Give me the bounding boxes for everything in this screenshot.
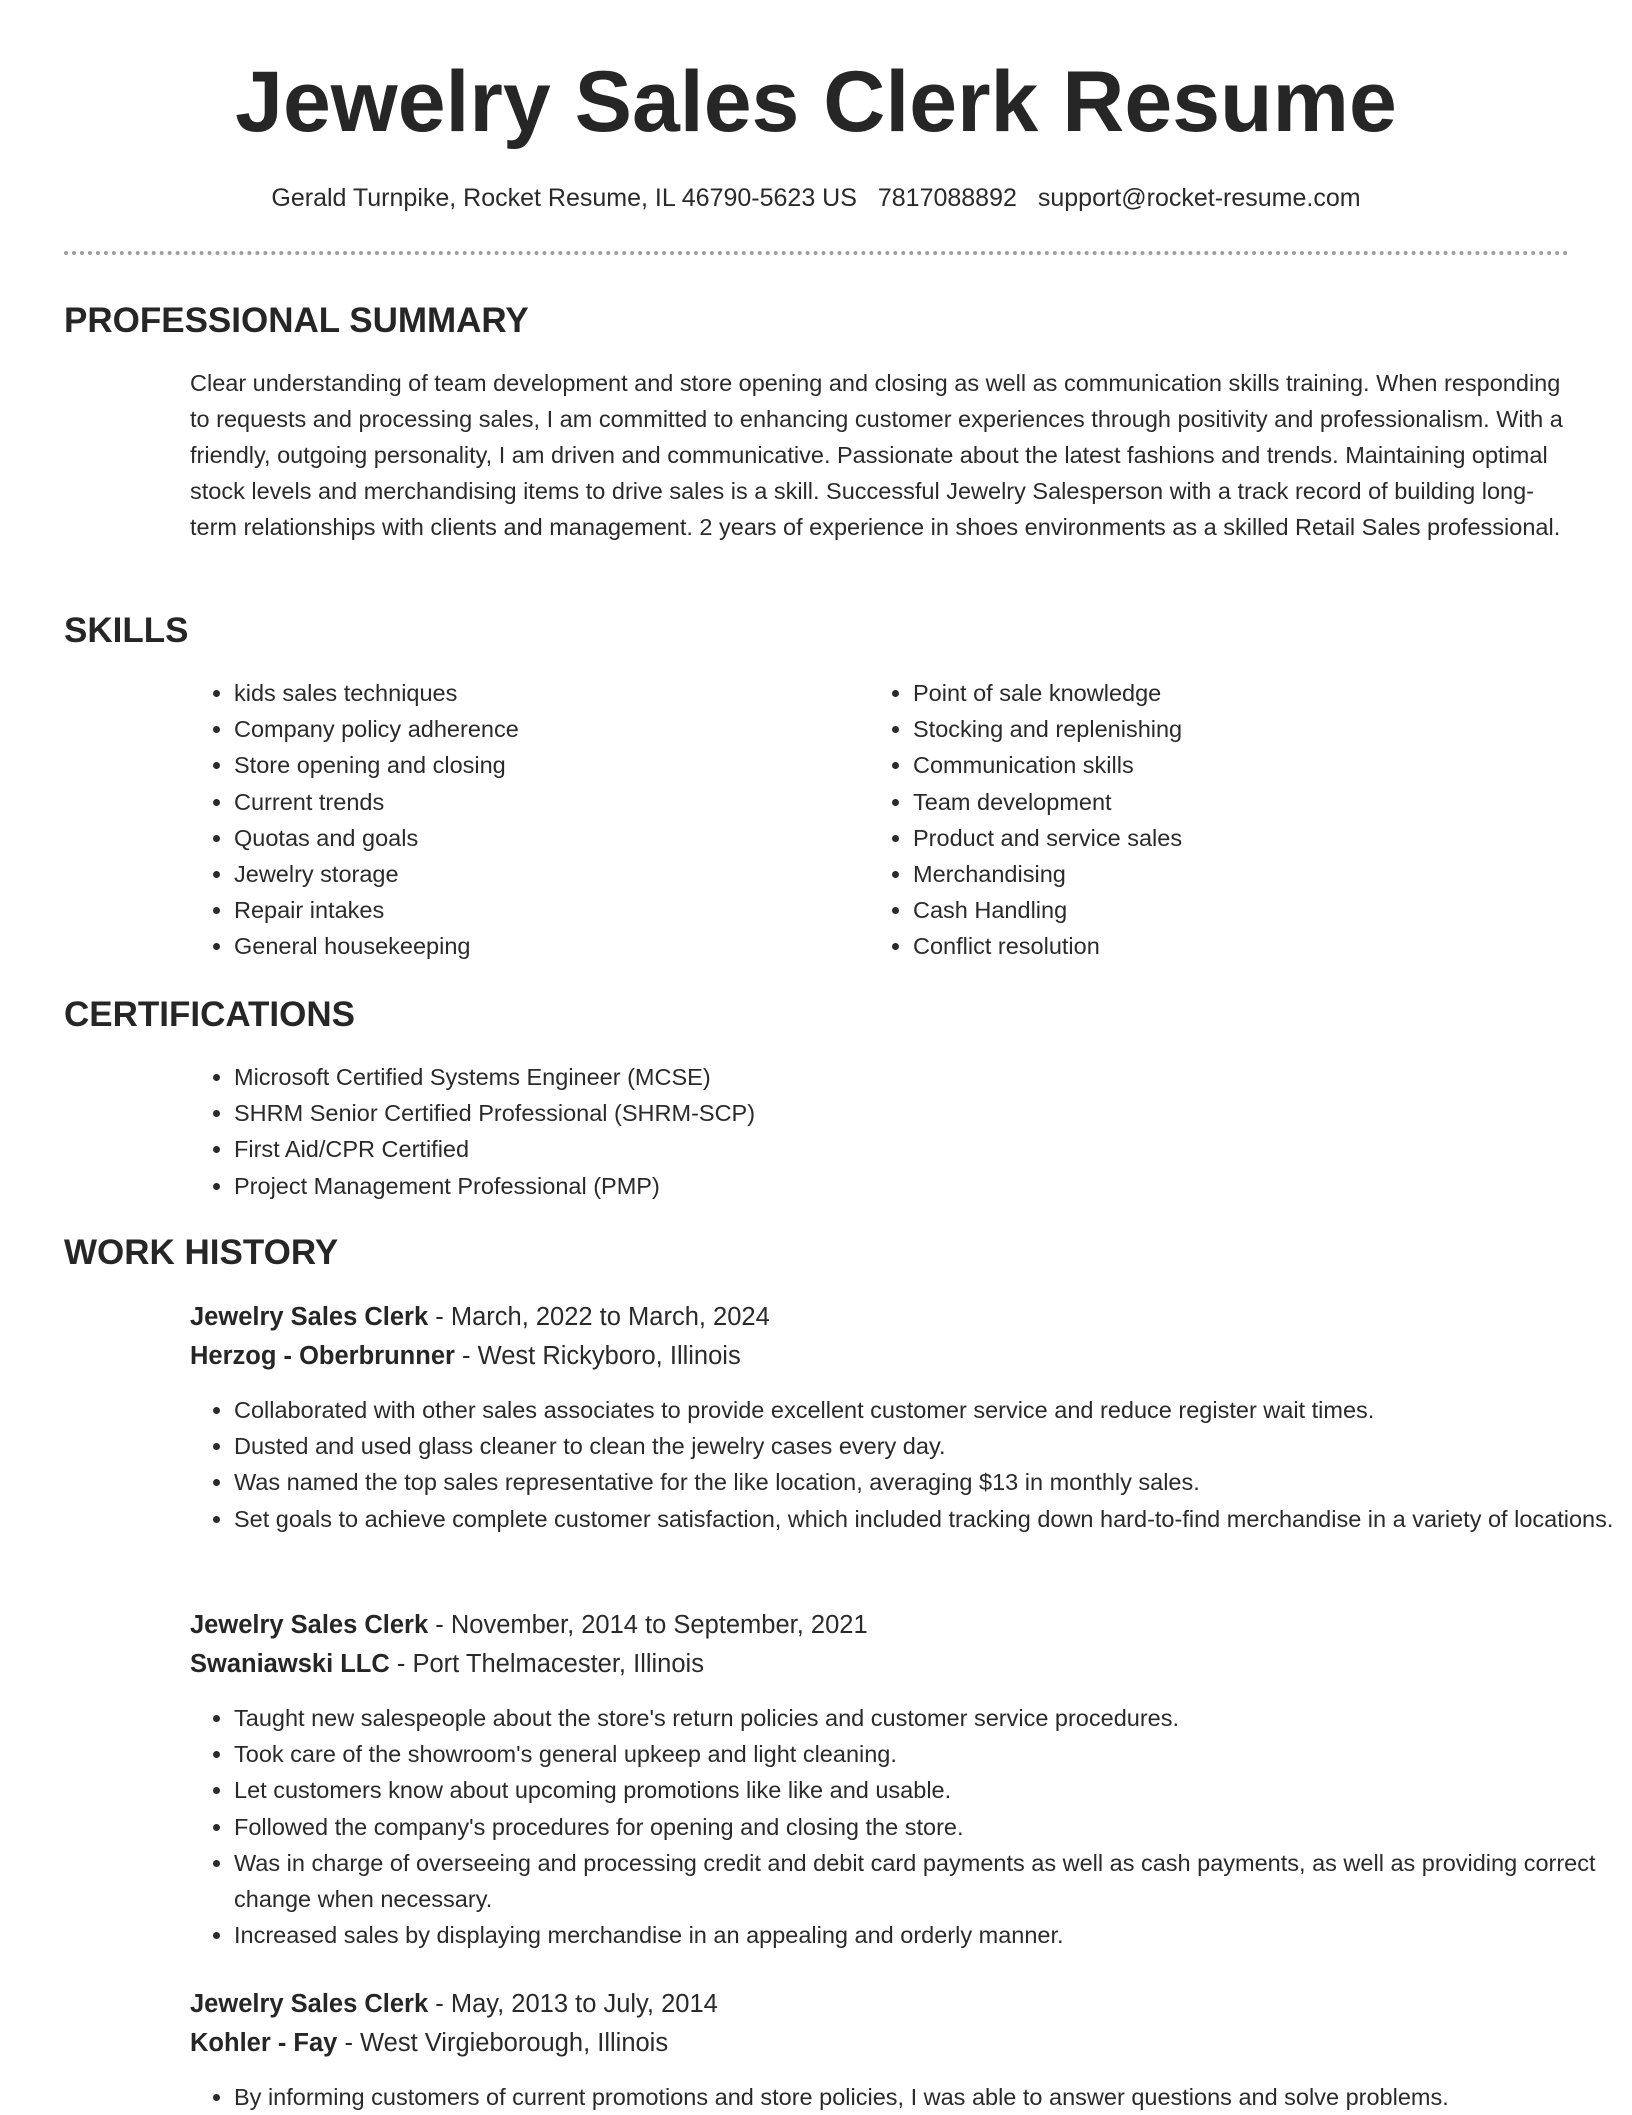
skill-item: • Current trends: [234, 784, 854, 820]
job-dates: May, 2013 to July, 2014: [450, 1990, 718, 2018]
job-company: Herzog - Oberbrunner: [190, 1342, 455, 1370]
skill-item: • Merchandising: [913, 856, 1533, 892]
job-bullets: [190, 1700, 1614, 1953]
job-bullet: • Took care of the showroom's general upkeep and light cleaning.: [234, 1736, 1614, 1772]
section-heading-summary: PROFESSIONAL SUMMARY: [64, 301, 529, 340]
skill-item: • Repair intakes: [234, 892, 854, 928]
job-title-line: Jewelry Sales Clerk - March, 2022 to March, 2024: [190, 1303, 770, 1331]
job-dates: March, 2022 to March, 2024: [450, 1303, 770, 1331]
job-bullet: • Followed the company's procedures for opening and closing the store.: [234, 1809, 1614, 1845]
skills-list-right: [869, 675, 1533, 965]
skill-item: • Communication skills: [913, 747, 1533, 783]
job-bullet: • Collaborated with other sales associates to provide excellent customer service and reduce register wait times.: [234, 1392, 1614, 1428]
job-bullet: • Was in charge of overseeing and processing credit and debit card payments as well as cash payments, as well as providing correct change when necessary.: [234, 1845, 1614, 1917]
job-location: Port Thelmacester, Illinois: [412, 1650, 704, 1678]
job-bullet: • Set goals to achieve complete customer satisfaction, which included tracking down hard-to-find merchandise in a variety of locations.: [234, 1501, 1614, 1537]
job-company-line: Swaniawski LLC - Port Thelmacester, Illinois: [190, 1650, 704, 1678]
certifications-list: [190, 1059, 1614, 1204]
section-heading-work-history: WORK HISTORY: [64, 1233, 339, 1272]
job-role: Jewelry Sales Clerk: [190, 1303, 429, 1331]
job-role: Jewelry Sales Clerk: [190, 1611, 429, 1639]
certification-item: • First Aid/CPR Certified: [234, 1131, 1614, 1167]
job-dates: November, 2014 to September, 2021: [450, 1611, 868, 1639]
job-company: Swaniawski LLC: [190, 1650, 390, 1678]
job-location: West Virgieborough, Illinois: [360, 2029, 669, 2057]
header-divider: [64, 251, 1569, 255]
section-heading-skills: SKILLS: [64, 611, 189, 650]
skill-item: • Jewelry storage: [234, 856, 854, 892]
skill-item: • Product and service sales: [913, 820, 1533, 856]
job-bullets: [190, 2079, 1614, 2115]
job-company-line: Kohler - Fay - West Virgieborough, Illinois: [190, 2029, 669, 2057]
skill-item: • Point of sale knowledge: [913, 675, 1533, 711]
contact-email: support@rocket-resume.com: [1037, 184, 1361, 212]
skill-item: • Conflict resolution: [913, 928, 1533, 964]
job-bullet: • Increased sales by displaying merchandise in an appealing and orderly manner.: [234, 1917, 1614, 1953]
job-bullet: • Let customers know about upcoming promotions like like and usable.: [234, 1772, 1614, 1808]
contact-phone: 7817088892: [877, 184, 1017, 212]
job-company: Kohler - Fay: [190, 2029, 338, 2057]
skill-item: • General housekeeping: [234, 928, 854, 964]
job-location: West Rickyboro, Illinois: [477, 1342, 741, 1370]
certification-item: • SHRM Senior Certified Professional (SHRM-SCP): [234, 1095, 1614, 1131]
skill-item: • kids sales techniques: [234, 675, 854, 711]
certification-item: • Project Management Professional (PMP): [234, 1168, 1614, 1204]
skills-list-left: [190, 675, 854, 965]
job-bullets: [190, 1392, 1614, 1537]
job-bullet: • Was named the top sales representative for the like location, averaging $13 in monthly sales.: [234, 1464, 1614, 1500]
skill-item: • Team development: [913, 784, 1533, 820]
skill-item: • Company policy adherence: [234, 711, 854, 747]
job-company-line: Herzog - Oberbrunner - West Rickyboro, Illinois: [190, 1342, 741, 1370]
section-heading-certifications: CERTIFICATIONS: [64, 995, 356, 1034]
job-bullet: • By informing customers of current promotions and store policies, I was able to answer questions and solve problems.: [234, 2079, 1614, 2115]
job-bullet: • Dusted and used glass cleaner to clean the jewelry cases every day.: [234, 1428, 1614, 1464]
contact-line: [0, 181, 1632, 215]
contact-address: Gerald Turnpike, Rocket Resume, IL 46790-5623 US: [271, 184, 857, 212]
job-role: Jewelry Sales Clerk: [190, 1990, 429, 2018]
certification-item: • Microsoft Certified Systems Engineer (MCSE): [234, 1059, 1614, 1095]
skill-item: • Cash Handling: [913, 892, 1533, 928]
summary-text: Clear understanding of team development and store opening and closing as well as communication skills training. When responding to requests and processing sales, I am committed to enhancing customer experiences through positivity and professionalism. With a friendly, outgoing personality, I am driven and communicative. Passionate about the latest fashions and trends. Maintaining optimal stock levels and merchandising items to drive sales is a skill. Successful Jewelry Salesperson with a track record of building long-term relationships with clients and management. 2 years of experience in shoes environments as a skilled Retail Sales professional.: [190, 370, 1563, 540]
skill-item: • Store opening and closing: [234, 747, 854, 783]
job-title-line: Jewelry Sales Clerk - November, 2014 to September, 2021: [190, 1611, 868, 1639]
skill-item: • Stocking and replenishing: [913, 711, 1533, 747]
skill-item: • Quotas and goals: [234, 820, 854, 856]
resume-title: Jewelry Sales Clerk Resume: [235, 54, 1397, 150]
job-title-line: Jewelry Sales Clerk - May, 2013 to July, 2014: [190, 1990, 718, 2018]
job-bullet: • Taught new salespeople about the store's return policies and customer service procedures.: [234, 1700, 1614, 1736]
